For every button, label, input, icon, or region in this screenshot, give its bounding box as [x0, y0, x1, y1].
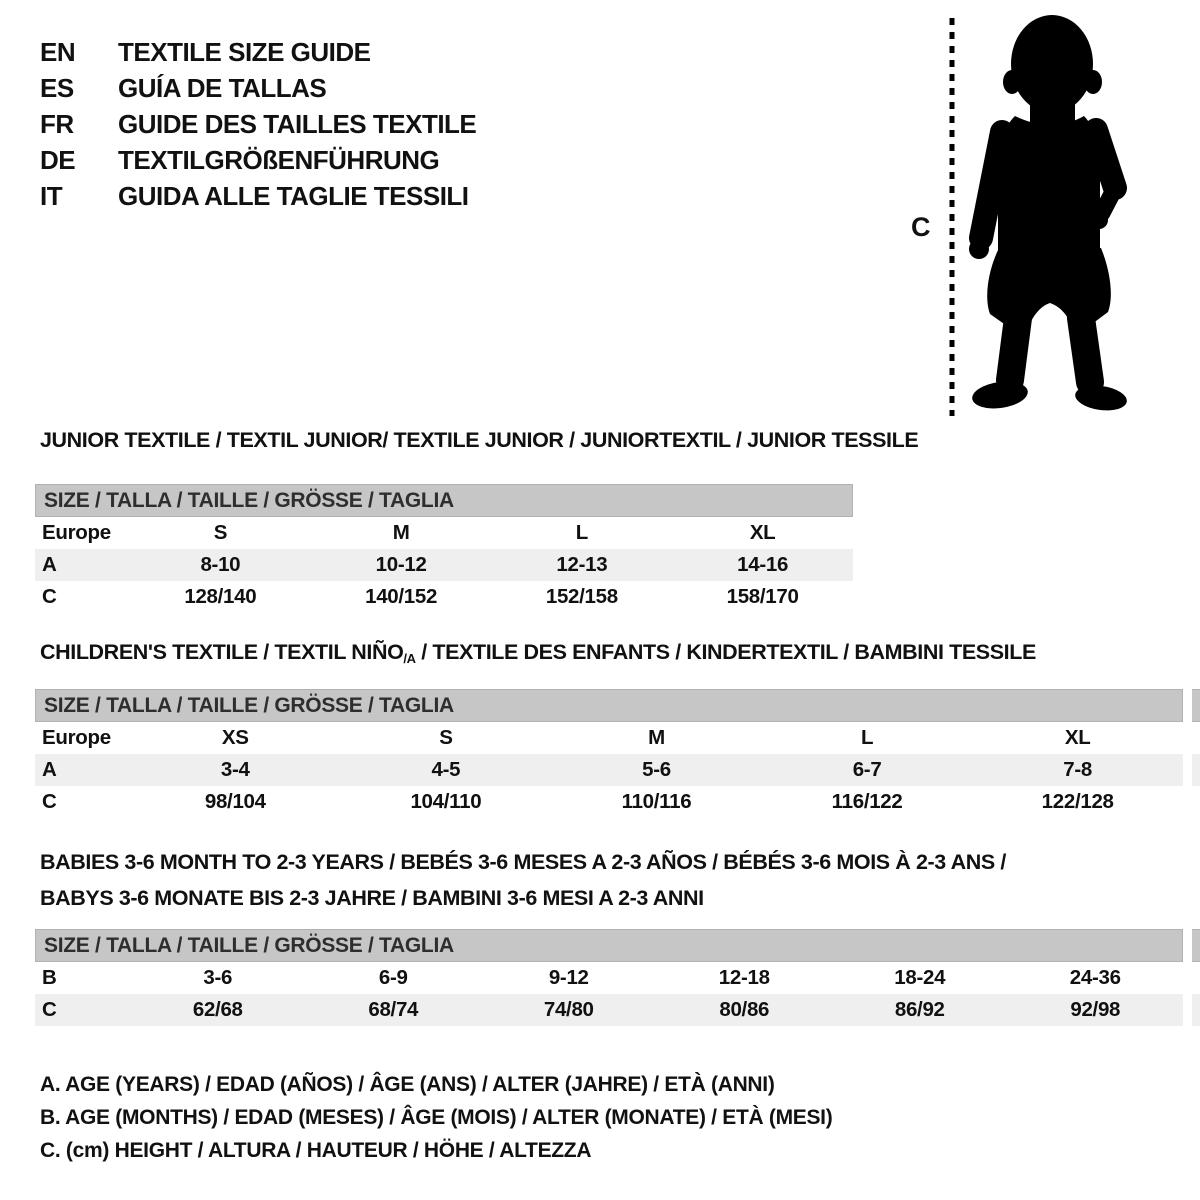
lang-row-es — [40, 70, 476, 106]
row-label: C — [42, 998, 57, 1021]
months-cell: 24-36 — [1069, 966, 1121, 989]
size-cell: S — [213, 521, 228, 544]
children-title-sub: /A — [403, 651, 416, 666]
height-cell: 116/122 — [831, 790, 903, 813]
legend-line-a: A. AGE (YEARS) / EDAD (AÑOS) / ÂGE (ANS) / ALTER (JAHRE) / ETÀ (ANNI) — [40, 1073, 775, 1096]
legend-line-b: B. AGE (MONTHS) / EDAD (MESES) / ÂGE (MOIS) / ALTER (MONATE) / ETÀ (MESI) — [40, 1106, 833, 1129]
table-row-age — [35, 549, 853, 581]
lang-code: EN — [40, 36, 76, 67]
months-cell: 9-12 — [548, 966, 589, 989]
size-cell: L — [575, 521, 588, 544]
lang-code: IT — [40, 180, 63, 211]
height-cell: 68/74 — [368, 998, 419, 1021]
size-cell: L — [860, 726, 874, 749]
table-row-europe — [35, 517, 853, 549]
children-table-header: SIZE / TALLA / TAILLE / GRÖSSE / TAGLIA — [35, 689, 1183, 722]
lang-code: ES — [40, 72, 74, 103]
lang-row-en — [40, 34, 476, 70]
table-row-europe — [35, 722, 1183, 754]
table-edge-fragment — [1192, 929, 1200, 962]
height-cell: 74/80 — [543, 998, 594, 1021]
age-cell: 14-16 — [737, 553, 789, 576]
junior-section-title: JUNIOR TEXTILE / TEXTIL JUNIOR/ TEXTILE JUNIOR / JUNIORTEXTIL / JUNIOR TESSILE — [40, 428, 919, 452]
babies-section-title — [40, 844, 1006, 916]
lang-title: TEXTILE SIZE GUIDE — [118, 36, 371, 67]
size-cell: XS — [221, 726, 249, 749]
table-row-age — [35, 754, 1183, 786]
age-cell: 4-5 — [431, 758, 461, 781]
lang-title: GUÍA DE TALLAS — [118, 72, 327, 103]
size-cell: M — [648, 726, 665, 749]
height-cell: 62/68 — [192, 998, 243, 1021]
height-cell: 152/158 — [545, 585, 618, 608]
table-row-months — [35, 962, 1183, 994]
height-cell: 140/152 — [365, 585, 438, 608]
legend-line-c: C. (cm) HEIGHT / ALTURA / HAUTEUR / HÖHE / ALTEZZA — [40, 1139, 592, 1162]
children-title-pre: CHILDREN'S TEXTILE / TEXTIL NIÑO — [40, 640, 404, 664]
lang-row-de — [40, 142, 476, 178]
row-label: Europe — [42, 521, 111, 544]
children-section-title — [40, 640, 1036, 666]
age-cell: 10-12 — [375, 553, 427, 576]
height-cell: 104/110 — [410, 790, 482, 813]
months-cell: 6-9 — [378, 966, 408, 989]
age-cell: 3-4 — [220, 758, 250, 781]
age-cell: 6-7 — [852, 758, 882, 781]
table-row-height — [35, 786, 1183, 818]
size-cell: XL — [749, 521, 776, 544]
language-title-block — [40, 34, 476, 214]
toddler-silhouette — [960, 12, 1138, 416]
row-label: B — [42, 966, 57, 989]
babies-title-line1: BABIES 3-6 MONTH TO 2-3 YEARS / BEBÉS 3-6 MESES A 2-3 AÑOS / BÉBÉS 3-6 MOIS À 2-3 ANS / — [40, 850, 1006, 874]
row-label: A — [42, 553, 57, 576]
children-size-table — [35, 689, 1183, 818]
measurement-legend — [40, 1068, 832, 1167]
lang-title: GUIDE DES TAILLES TEXTILE — [118, 108, 477, 139]
size-cell: M — [392, 521, 410, 544]
height-cell: 158/170 — [726, 585, 799, 608]
lang-title: TEXTILGRÖßENFÜHRUNG — [118, 144, 440, 175]
table-edge-fragment — [1192, 994, 1200, 1026]
size-cell: XL — [1064, 726, 1091, 749]
table-edge-fragment — [1192, 689, 1200, 722]
babies-size-table — [35, 929, 1183, 1026]
months-cell: 12-18 — [718, 966, 770, 989]
row-label: C — [42, 790, 57, 813]
table-row-height — [35, 581, 853, 613]
height-measure-label: C — [911, 212, 931, 242]
height-cell: 86/92 — [894, 998, 945, 1021]
months-cell: 3-6 — [203, 966, 233, 989]
lang-code: FR — [40, 108, 74, 139]
height-cell: 122/128 — [1041, 790, 1114, 813]
lang-title: GUIDA ALLE TAGLIE TESSILI — [118, 180, 469, 211]
table-edge-fragment — [1192, 754, 1200, 786]
size-cell: S — [439, 726, 453, 749]
row-label: C — [42, 585, 57, 608]
height-cell: 110/116 — [621, 790, 692, 813]
age-cell: 8-10 — [200, 553, 241, 576]
children-title-post: / TEXTILE DES ENFANTS / KINDERTEXTIL / BAMBINI TESSILE — [415, 640, 1036, 664]
row-label: Europe — [42, 726, 111, 749]
height-cell: 98/104 — [204, 790, 266, 813]
age-cell: 7-8 — [1063, 758, 1093, 781]
height-measure-dashed-line — [946, 16, 958, 418]
height-cell: 92/98 — [1070, 998, 1121, 1021]
age-cell: 12-13 — [556, 553, 608, 576]
lang-row-fr — [40, 106, 476, 142]
height-cell: 80/86 — [719, 998, 770, 1021]
lang-row-it — [40, 178, 476, 214]
row-label: A — [42, 758, 57, 781]
junior-table-header: SIZE / TALLA / TAILLE / GRÖSSE / TAGLIA — [35, 484, 853, 517]
babies-title-line2: BABYS 3-6 MONATE BIS 2-3 JAHRE / BAMBINI 3-6 MESI A 2-3 ANNI — [40, 886, 704, 910]
age-cell: 5-6 — [642, 758, 671, 781]
junior-size-table — [35, 484, 853, 613]
lang-code: DE — [40, 144, 76, 175]
months-cell: 18-24 — [894, 966, 946, 989]
table-row-height — [35, 994, 1183, 1026]
babies-table-header: SIZE / TALLA / TAILLE / GRÖSSE / TAGLIA — [35, 929, 1183, 962]
height-cell: 128/140 — [184, 585, 257, 608]
